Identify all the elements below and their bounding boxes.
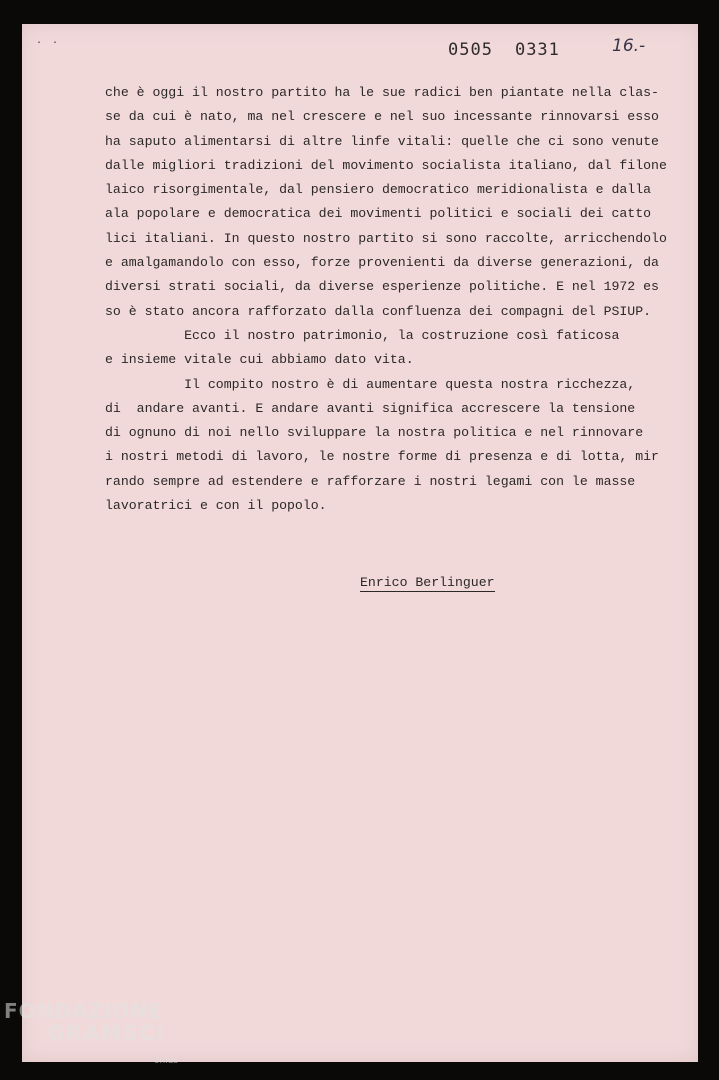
watermark-line2: GRAMSCI [48, 1021, 166, 1045]
text-line: lici italiani. In questo nostro partito si sono raccolte, arricchendolo [105, 230, 667, 246]
document-page [22, 24, 698, 1062]
text-line: Ecco il nostro patrimonio, la costruzione così faticosa [105, 327, 620, 343]
text-line: di ognuno di noi nello sviluppare la nostra politica e nel rinnovare [105, 425, 644, 441]
text-line: che è oggi il nostro partito ha le sue radici ben piantate nella clas- [105, 85, 659, 100]
archive-number-part1: 0505 [448, 40, 493, 60]
handwritten-page-number: 16.- [612, 36, 646, 56]
text-line: i nostri metodi di lavoro, le nostre forme di presenza e di lotta, mir [105, 449, 659, 465]
text-line: diversi strati sociali, da diverse esperienze politiche. E nel 1972 es [105, 279, 659, 295]
text-line: dalle migliori tradizioni del movimento socialista italiano, dal filone [105, 157, 667, 173]
text-line: se da cui è nato, ma nel crescere e nel suo incessante rinnovarsi esso [105, 109, 659, 125]
text-line: rando sempre ad estendere e rafforzare i nostri legami con le masse [105, 473, 636, 489]
text-line: so è stato ancora rafforzato dalla confluenza dei compagni del PSIUP. [105, 303, 652, 319]
archive-number [448, 40, 582, 60]
fondazione-gramsci-watermark [4, 999, 179, 1066]
text-line: e amalgamandolo con esso, forze provenienti da diverse generazioni, da [105, 255, 659, 271]
text-line: laico risorgimentale, dal pensiero democratico meridionalista e dalla [105, 182, 652, 198]
text-line: Il compito nostro è di aumentare questa nostra ricchezza, [105, 376, 636, 392]
text-line: e insieme vitale cui abbiamo dato vita. [105, 352, 414, 368]
typed-letter-body [105, 81, 685, 518]
text-line: ala popolare e democratica dei movimenti politici e sociali dei catto [105, 206, 652, 222]
watermark-suffix: onlus [154, 1056, 179, 1066]
signature: Enrico Berlinguer [360, 575, 495, 590]
watermark-line1: FONDAZIONE [4, 999, 163, 1023]
text-line: di andare avanti. E andare avanti significa accrescere la tensione [105, 400, 636, 416]
text-line: ha saputo alimentarsi di altre linfe vitali: quelle che ci sono venute [105, 133, 659, 149]
corner-marks: · · [36, 38, 61, 49]
archive-number-part2: 0331 [514, 40, 560, 60]
text-line: lavoratrici e con il popolo. [105, 498, 327, 514]
